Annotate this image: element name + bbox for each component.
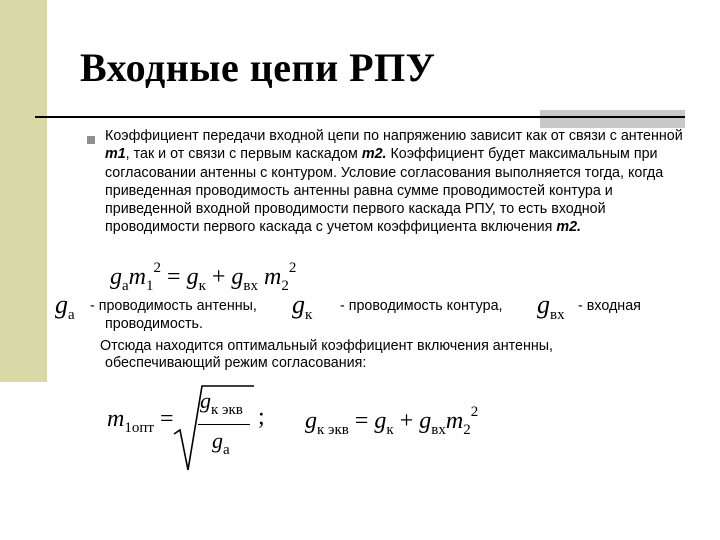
sentence-line-2: обеспечивающий режим согласования:: [105, 355, 367, 371]
legend-continuation: проводимость.: [105, 316, 203, 332]
slide-title: Входные цепи РПУ: [80, 45, 436, 90]
ga-description: - проводимость антенны,: [90, 298, 257, 314]
main-paragraph: Коэффициент передачи входной цепи по напряжению зависит как от связи с антенной m1, так и от связи с первым каскадом m2. Коэффициент будет максимальным при согласовании антенны с контуром. Условие согласования выполняется тогда, когда приведенная проводимость антенны равна сумме проводимостей контура и приведенной входной проводимости первого каскада РПУ, то есть входной проводимости первого каскада с учетом коэффициента включения m2.: [105, 128, 683, 236]
decorative-side-bar: [0, 0, 47, 382]
gk-description: - проводимость контура,: [340, 298, 503, 314]
bullet-icon: [87, 136, 95, 144]
fraction-bar: [198, 424, 250, 425]
equivalent-conductance-formula: $g_{к экв} = g_к + g_{вх}m_2^2$: [305, 404, 479, 438]
sentence-line-1: Отсюда находится оптимальный коэффициент включения антенны,: [100, 338, 554, 354]
sqrt-denominator: $g_а$: [212, 428, 230, 458]
sqrt-numerator: $g_{к экв}$: [200, 388, 243, 418]
gvx-symbol: $g_{вх}$: [537, 290, 565, 323]
ga-symbol: $g_а$: [55, 290, 75, 323]
gk-symbol: $g_к$: [292, 290, 313, 323]
matching-condition-formula: $g_аm_1^2 = g_к + g_{вх}$ $m_2^2$: [110, 260, 297, 294]
optimal-coefficient-lhs: $m_{1опт}$ =: [107, 406, 174, 436]
gvx-description: - входная: [578, 298, 641, 314]
decorative-accent-box: [540, 110, 685, 128]
formula-semicolon: ;: [258, 404, 265, 430]
title-divider: [35, 116, 685, 118]
